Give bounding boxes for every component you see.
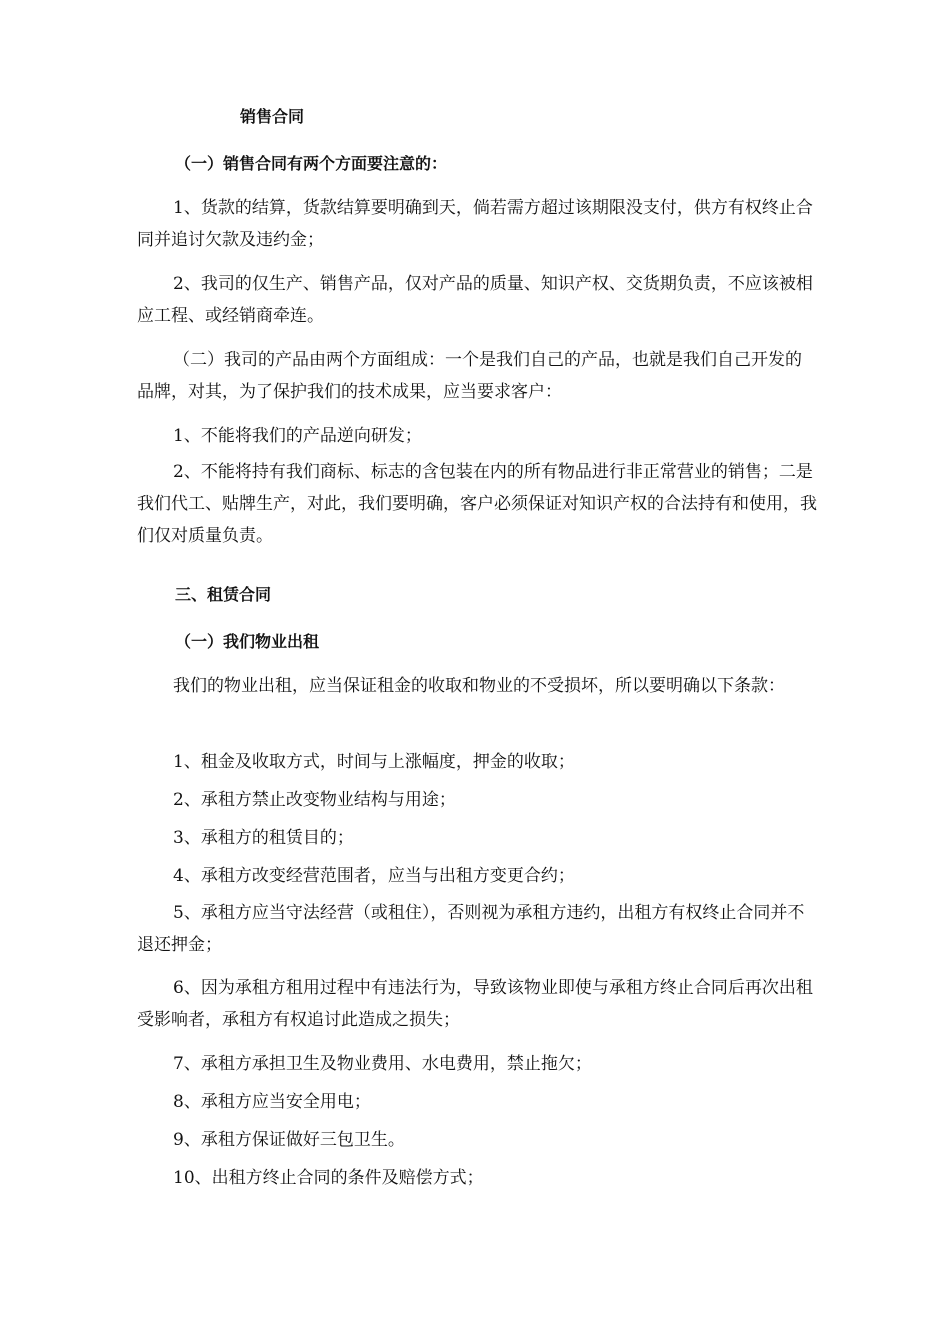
list-item: 7、承租方承担卫生及物业费用、水电费用，禁止拖欠； (173, 1054, 592, 1074)
list-item: 4、承租方改变经营范围者，应当与出租方变更合约； (173, 866, 575, 886)
doc-title: 销售合同 (240, 107, 305, 126)
list-item: 3、承租方的租赁目的； (173, 828, 354, 848)
paragraph-lease-intro: 我们的物业出租，应当保证租金的收取和物业的不受损坏，所以要明确以下条款： (173, 676, 785, 696)
section-heading-lease: 三、租赁合同 (175, 585, 272, 604)
paragraph-no-reverse: 1、不能将我们的产品逆向研发； (173, 426, 422, 446)
list-item: 8、承租方应当安全用电； (173, 1092, 371, 1112)
section-heading-sales-notes: （一）销售合同有两个方面要注意的： (175, 154, 448, 173)
list-item: 9、承租方保证做好三包卫生。 (173, 1130, 405, 1150)
list-item: 5、承租方应当守法经营（或租住），否则视为承租方违约，出租方有权终止合同并不退还押金； (137, 903, 805, 955)
list-item: 10、出租方终止合同的条件及赔偿方式； (173, 1168, 484, 1188)
paragraph-trademark: 2、不能将持有我们商标、标志的含包装在内的所有物品进行非正常营业的销售；二是我们代工、贴牌生产，对此，我们要明确，客户必须保证对知识产权的合法持有和使用，我们仅对质量负责。 (137, 462, 817, 546)
list-item: 6、因为承租方租用过程中有违法行为，导致该物业即使与承租方终止合同后再次出租受影响者，承租方有权追讨此造成之损失； (137, 978, 813, 1030)
list-item: 2、承租方禁止改变物业结构与用途； (173, 790, 456, 810)
paragraph-payment: 1、货款的结算，货款结算要明确到天，倘若需方超过该期限没支付，供方有权终止合同并追讨欠款及违约金； (137, 198, 813, 250)
paragraph-products: （二）我司的产品由两个方面组成：一个是我们自己的产品，也就是我们自己开发的品牌，对其，为了保护我们的技术成果，应当要求客户： (137, 350, 802, 402)
paragraph-liability: 2、我司的仅生产、销售产品，仅对产品的质量、知识产权、交货期负责，不应该被相应工程、或经销商牵连。 (137, 274, 813, 326)
subsection-heading-rent-out: （一）我们物业出租 (175, 632, 320, 651)
list-item: 1、租金及收取方式，时间与上涨幅度，押金的收取； (173, 752, 575, 772)
